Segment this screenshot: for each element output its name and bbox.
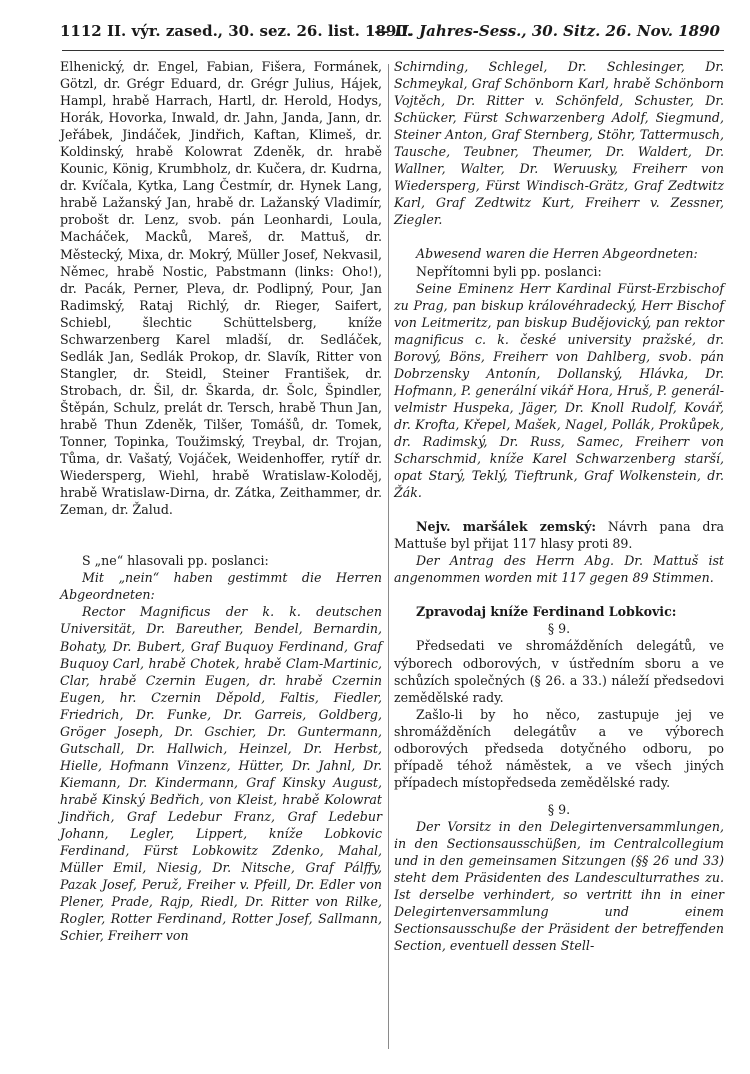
vote-no-heading-czech: S „ne“ hlasovali pp. poslanci: <box>82 553 269 569</box>
vote-no-heading-german: Mit „nein“ haben gestimmt die Herren Abgeordneten: <box>60 570 382 603</box>
absent-heading-czech: Nepřítomni byli pp. poslanci: <box>416 263 602 279</box>
vote-no-names: Rector Magnificus der k. k. deutschen Universität, Dr. Bareuther, Bendel, Bernardin, Bohaty, Dr. Bubert, Graf Buquoy Ferdinand, Graf Buquoy Carl, hrabě Chotek, hrabě Clam-Martinic, Clar, hrabě Czernin Eugen, dr. hrabě Czernin Eugen, hr. Czernin Děpold, Faltis, Fiedler, Friedrich, Dr. Funke, Dr. Garreis, Goldberg, Gröger Joseph, Dr. Gschier, Dr. Guntermann, Gutschall, Dr. Hallwich, Heinzel, Dr. Herbst, Hielle, Hofmann Vinzenz, Hütter, Dr. Jahnl, Dr. Kiemann, Dr. Kindermann, Graf Kinsky August, hrabě Kinský Bedřich, von Kleist, hrabě Kolowrat Jindřich, Graf Ledebur Franz, Graf Ledebur Johann, Legler, Lippert, kníže Lobkovic Ferdinand, Fürst Lobkowitz Zdenko, Mahal, Müller Emil, Niesig, Dr. Nitsche, Graf Pálffy, Pazak Josef, Peruž, Freiher v. Pfeill, Dr. Edler von Plener, Prade, Rajp, Riedl, Dr. Ritter von Rilke, Rogler, Rotter Ferdinand, Rotter Josef, Sallmann, Schier, Freiherr von <box>60 604 382 944</box>
section-paragraph-czech-2: Zašlo-li by ho něco, zastupuje jej ve shromážděních delegátův a ve výborech odborových předseda dotyčného odboru, po případě téhož náměstek, a ve všech jiných případech místopředseda zemědělské rady. <box>394 706 724 790</box>
left-column <box>60 58 382 944</box>
section-heading-german: § 9. <box>547 801 571 817</box>
marshal-label: Nejv. maršálek zemský: <box>416 519 597 535</box>
marshal-text: Návrh pana dra Mattuše byl přijat 117 hlasy proti 89. <box>394 519 725 552</box>
header-german: — II. Jahres-Sess., 30. Sitz. 26. Nov. 1890 <box>374 22 720 40</box>
spacer <box>394 586 724 603</box>
column-divider <box>388 64 389 1049</box>
section-paragraph-german: Der Vorsitz in den Delegirtenversammlungen, in den Sectionsausschüßen, im Centralcollegium und in den gemeinsamen Sitzungen (§§ 26 und 33) steht dem Präsidenten des Landesculturrathes zu. Ist derselbe verhindert, so vertritt ihn in einer Delegirtenversammlung und einem Sectionsausschuße der Präsident der betreffenden Section, eventuell dessen Stell- <box>394 818 724 954</box>
page-header <box>60 16 720 46</box>
vote-yes-names: Elhenický, dr. Engel, Fabian, Fišera, Formánek, Götzl, dr. Grégr Eduard, dr. Grégr Julius, Hájek, Hampl, hrabě Harrach, Hartl, dr. Herold, Hodys, Horák, Hovorka, Inwald, dr. Jahn, Janda, Jann, dr. Jeřábek, Jindáček, Jindřich, Kaftan, Klimeš, dr. Koldinský, hrabě Kolowrat Zdeněk, dr. hrabě Kounic, König, Krumbholz, dr. Kučera, dr. Kudrna, dr. Kvíčala, Kytka, Lang Čestmír, dr. Hynek Lang, hrabě Lažanský Jan, hrabě dr. Lažanský Vladimír, probošt dr. Lenz, svob. pán Leonhardi, Loula, Macháček, Macků, Mareš, dr. Mattuš, dr. Městecký, Mixa, dr. Mokrý, Müller Josef, Nekvasil, Němec, hrabě Nostic, Pabstmann (links: Oho!), dr. Pacák, Perner, Pleva, dr. Podlipný, Pour, Jan Radimský, Rataj Richlý, dr. Rieger, Saifert, Schiebl, šlechtic Schüttelsberg, kníže Schwarzenberg Karel mladší, dr. Sedláček, Sedlák Jan, Sedlák Prokop, dr. Slavík, Ritter von Stangler, dr. Steidl, Steiner František, dr. Strobach, dr. Šil, dr. Škarda, dr. Šolc, Špindler, Štěpán, Schulz, prelát dr. Tersch, hrabě Thun Jan, hrabě Thun Zdeněk, Tilšer, Tomášů, dr. Tomek, Tonner, Topinka, Toužimský, Treybal, dr. Trojan, Tůma, dr. Vašatý, Vojáček, Weidenhoffer, rytíř dr. Wiedersperg, Wiehl, hrabě Wratislaw-Koloděj, hrabě Wratislaw-Dirna, dr. Zátka, Zeithammer, dr. Zeman, dr. Žalud. <box>60 59 382 518</box>
section-paragraph-czech-1: Předsedati ve shromážděních delegátů, ve výborech odborových, v ústředním sboru a ve schůzích společných (§ 26. a 33.) náleží předsedovi zemědělské rady. <box>394 638 724 705</box>
spacer <box>60 518 382 552</box>
spacer <box>394 501 724 518</box>
spacer <box>394 228 724 245</box>
marshal-statement-czech <box>394 518 724 552</box>
header-rule <box>62 50 724 51</box>
vote-no-names-continued: Schirnding, Schlegel, Dr. Schlesinger, Dr. Schmeykal, Graf Schönborn Karl, hrabě Schönborn Vojtěch, Dr. Ritter v. Schönfeld, Schuster, Dr. Schücker, Fürst Schwarzenberg Adolf, Siegmund, Steiner Anton, Graf Sternberg, Stöhr, Tattermusch, Tausche, Teubner, Theumer, Dr. Waldert, Dr. Wallner, Walter, Dr. Weruusky, Freiherr von Wiedersperg, Fürst Windisch-Grätz, Graf Zedtwitz Karl, Graf Zedtwitz Kurt, Freiherr v. Zessner, Ziegler. <box>394 59 724 228</box>
marshal-statement-german: Der Antrag des Herrn Abg. Dr. Mattuš ist angenommen worden mit 117 gegen 89 Stimmen. <box>394 553 724 586</box>
right-column <box>394 58 724 954</box>
absent-heading-german: Abwesend waren die Herren Abgeordneten: <box>416 246 698 262</box>
spacer <box>394 791 724 801</box>
section-heading-czech: § 9. <box>547 621 571 637</box>
header-czech: 1112 II. výr. zased., 30. sez. 26. list. 1890. <box>60 22 413 40</box>
absent-names: Seine Eminenz Herr Kardinal Fürst-Erzbischof zu Prag, pan biskup královéhradecký, Herr Bischof von Leitmeritz, pan biskup Budějovický, pan rektor magnificus c. k. české university pražské, dr. Borový, Böns, Freiherr von Dahlberg, svob. pán Dobrzensky Antonín, Dollanský, Hlávka, Dr. Hofmann, P. generální vikář Hora, Hruš, P. generál-velmistr Huspeka, Jäger, Dr. Knoll Rudolf, Kovář, dr. Krofta, Křepel, Mašek, Nagel, Pollák, Prokůpek, dr. Radimský, Dr. Russ, Samec, Freiherr von Scharschmid, kníže Karel Schwarzenberg starší, opat Starý, Teklý, Tieftrunk, Graf Wolkenstein, dr. Žák. <box>394 280 724 501</box>
rapporteur-line: Zpravodaj kníže Ferdinand Lobkovic: <box>416 604 677 620</box>
